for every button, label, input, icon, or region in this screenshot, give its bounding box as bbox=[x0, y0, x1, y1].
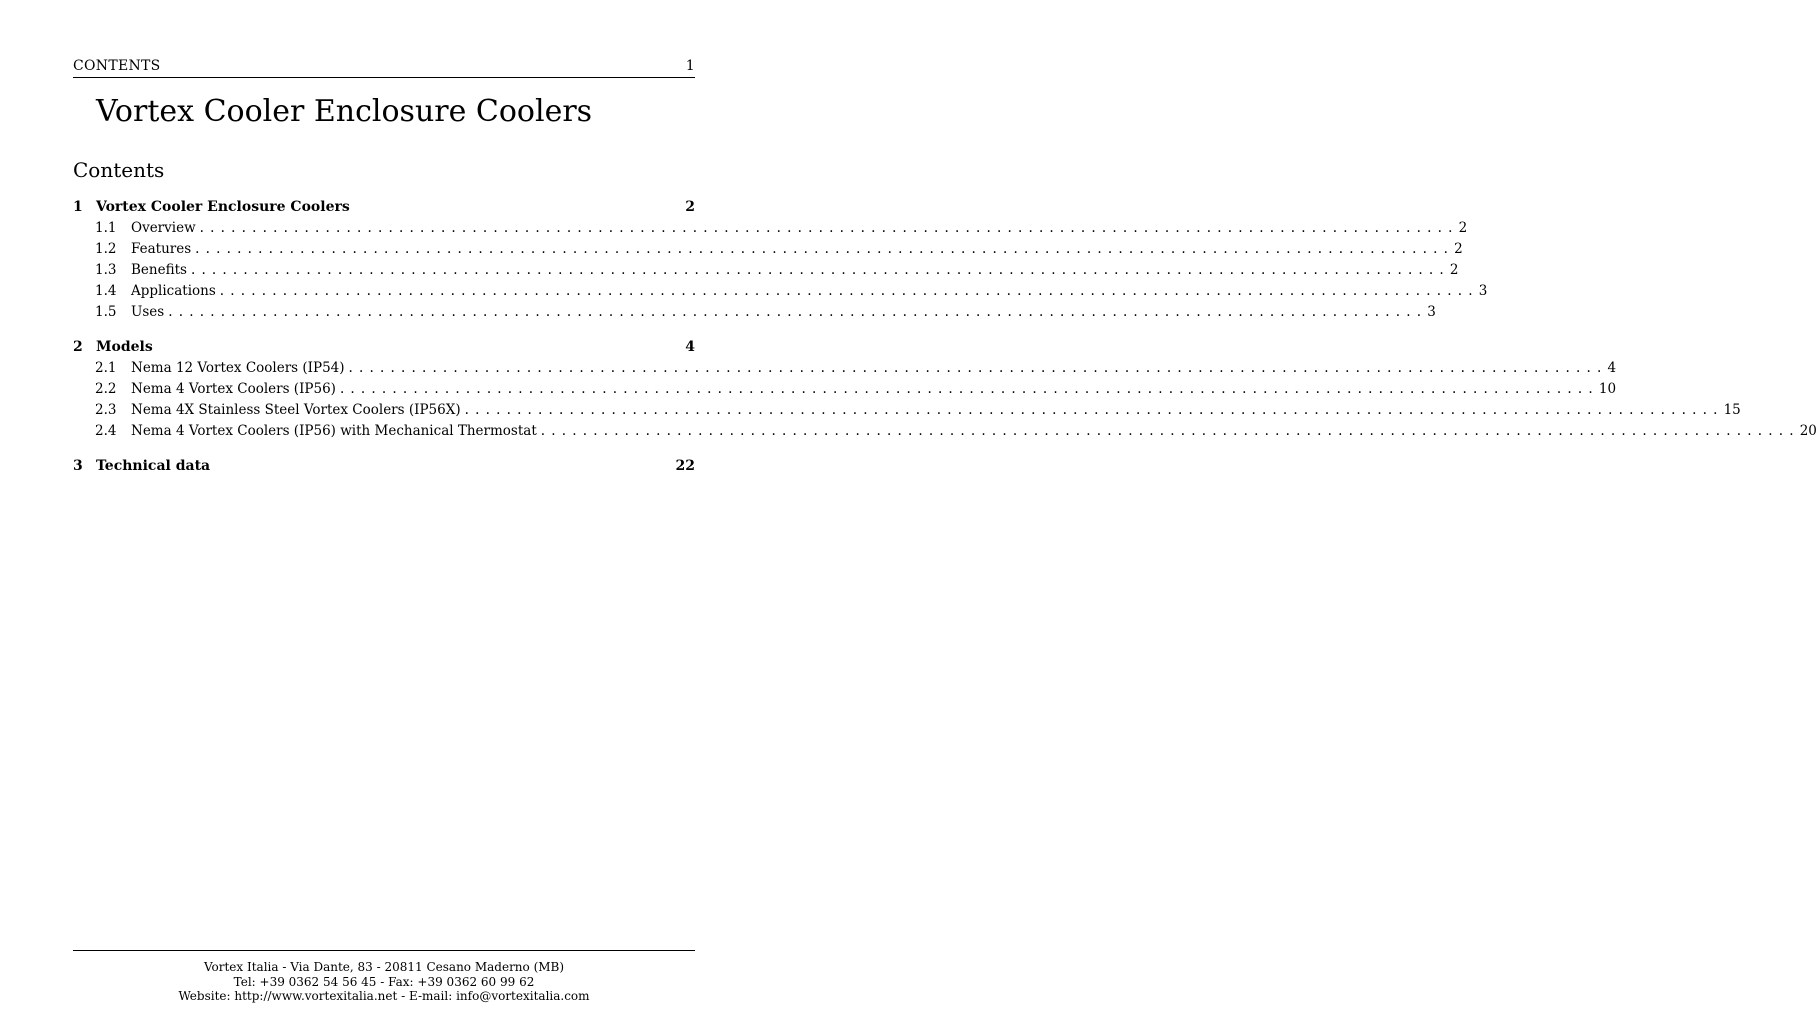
toc-subsection-title: Features bbox=[131, 241, 192, 257]
dot-leader: ........................................................................................................................ bbox=[195, 241, 1455, 257]
toc-subsection-title: Overview bbox=[131, 220, 196, 236]
dot-leader: ........................................................................................................................ bbox=[464, 402, 1724, 418]
toc-subsection-entry[interactable] bbox=[73, 360, 1617, 381]
dot-leader: ........................................................................................................................ bbox=[339, 381, 1599, 397]
dot-leader: ........................................................................................................................ bbox=[168, 304, 1428, 320]
document-title: Vortex Cooler Enclosure Coolers bbox=[96, 94, 593, 129]
toc-subsection-entry[interactable] bbox=[73, 423, 1817, 444]
toc-subsection-title: Nema 12 Vortex Coolers (IP54) bbox=[131, 360, 345, 376]
toc-subsection-number: 1.5 bbox=[95, 304, 117, 320]
toc-subsection-page: 4 bbox=[1607, 360, 1617, 376]
dot-leader: ........................................................................................................................ bbox=[348, 360, 1608, 376]
toc-subsection-entry[interactable] bbox=[73, 402, 1741, 423]
dot-leader: ........................................................................................................................ bbox=[199, 220, 1459, 236]
section-gap bbox=[73, 325, 695, 339]
toc-section-entry[interactable] bbox=[73, 458, 695, 479]
toc-subsection-number: 1.2 bbox=[95, 241, 117, 257]
toc-section-number: 1 bbox=[73, 199, 83, 215]
toc-subsection-title: Applications bbox=[131, 283, 216, 299]
toc-section-entry[interactable] bbox=[73, 339, 695, 360]
toc-subsection-number: 2.4 bbox=[95, 423, 117, 439]
toc-subsection-title: Uses bbox=[131, 304, 165, 320]
toc-subsection-number: 1.3 bbox=[95, 262, 117, 278]
toc-subsection-page: 3 bbox=[1427, 304, 1436, 320]
footer-rule bbox=[73, 950, 695, 951]
toc-section-title: Vortex Cooler Enclosure Coolers bbox=[96, 199, 350, 215]
page-number: 1 bbox=[685, 58, 695, 74]
toc-subsection-title: Nema 4 Vortex Coolers (IP56) with Mechanical Thermostat bbox=[131, 423, 537, 439]
dot-leader: ........................................................................................................................ bbox=[190, 262, 1450, 278]
toc-subsection-page: 2 bbox=[1458, 220, 1468, 236]
toc-subsection-title: Benefits bbox=[131, 262, 187, 278]
toc-subsection-entry[interactable] bbox=[73, 304, 1436, 325]
toc-subsection-page: 2 bbox=[1454, 241, 1463, 257]
document-page bbox=[73, 0, 1817, 1024]
toc-subsection-title: Nema 4 Vortex Coolers (IP56) bbox=[131, 381, 336, 397]
toc-section-number: 2 bbox=[73, 339, 83, 355]
toc-section-number: 3 bbox=[73, 458, 83, 474]
toc-subsection-number: 2.2 bbox=[95, 381, 117, 397]
toc-section-page: 22 bbox=[675, 458, 695, 474]
toc-subsection-page: 20 bbox=[1799, 423, 1817, 439]
toc-subsection-title: Nema 4X Stainless Steel Vortex Coolers (IP56X) bbox=[131, 402, 461, 418]
toc-subsection-page: 15 bbox=[1723, 402, 1741, 418]
running-header-section: CONTENTS bbox=[73, 58, 161, 74]
page-footer bbox=[73, 960, 695, 1004]
toc-subsection-entry[interactable] bbox=[73, 283, 1488, 304]
toc-heading: Contents bbox=[73, 158, 165, 182]
toc-section-page: 2 bbox=[685, 199, 695, 215]
dot-leader: ........................................................................................................................ bbox=[219, 283, 1479, 299]
toc-subsection-number: 2.3 bbox=[95, 402, 117, 418]
section-gap bbox=[73, 444, 695, 458]
footer-phone-fax: Tel: +39 0362 54 56 45 - Fax: +39 0362 60 99 62 bbox=[233, 974, 535, 989]
toc-section-page: 4 bbox=[685, 339, 695, 355]
toc-subsection-entry[interactable] bbox=[73, 262, 1459, 283]
toc-subsection-entry[interactable] bbox=[73, 241, 1463, 262]
toc-subsection-entry[interactable] bbox=[73, 220, 1468, 241]
dot-leader: ........................................................................................................................ bbox=[540, 423, 1800, 439]
toc-subsection-page: 3 bbox=[1478, 283, 1488, 299]
footer-website-email: Website: http://www.vortexitalia.net - E-mail: info@vortexitalia.com bbox=[178, 989, 590, 1003]
running-header bbox=[73, 57, 695, 78]
toc-subsection-page: 2 bbox=[1449, 262, 1459, 278]
table-of-contents bbox=[73, 199, 1817, 479]
toc-section-entry[interactable] bbox=[73, 199, 695, 220]
footer-address: Vortex Italia - Via Dante, 83 - 20811 Cesano Maderno (MB) bbox=[203, 960, 565, 974]
toc-subsection-number: 2.1 bbox=[95, 360, 117, 376]
toc-subsection-entry[interactable] bbox=[73, 381, 1617, 402]
toc-subsection-number: 1.4 bbox=[95, 283, 117, 299]
toc-section-title: Models bbox=[96, 339, 153, 355]
toc-section-title: Technical data bbox=[96, 458, 211, 474]
toc-subsection-number: 1.1 bbox=[95, 220, 117, 236]
toc-subsection-page: 10 bbox=[1598, 381, 1617, 397]
